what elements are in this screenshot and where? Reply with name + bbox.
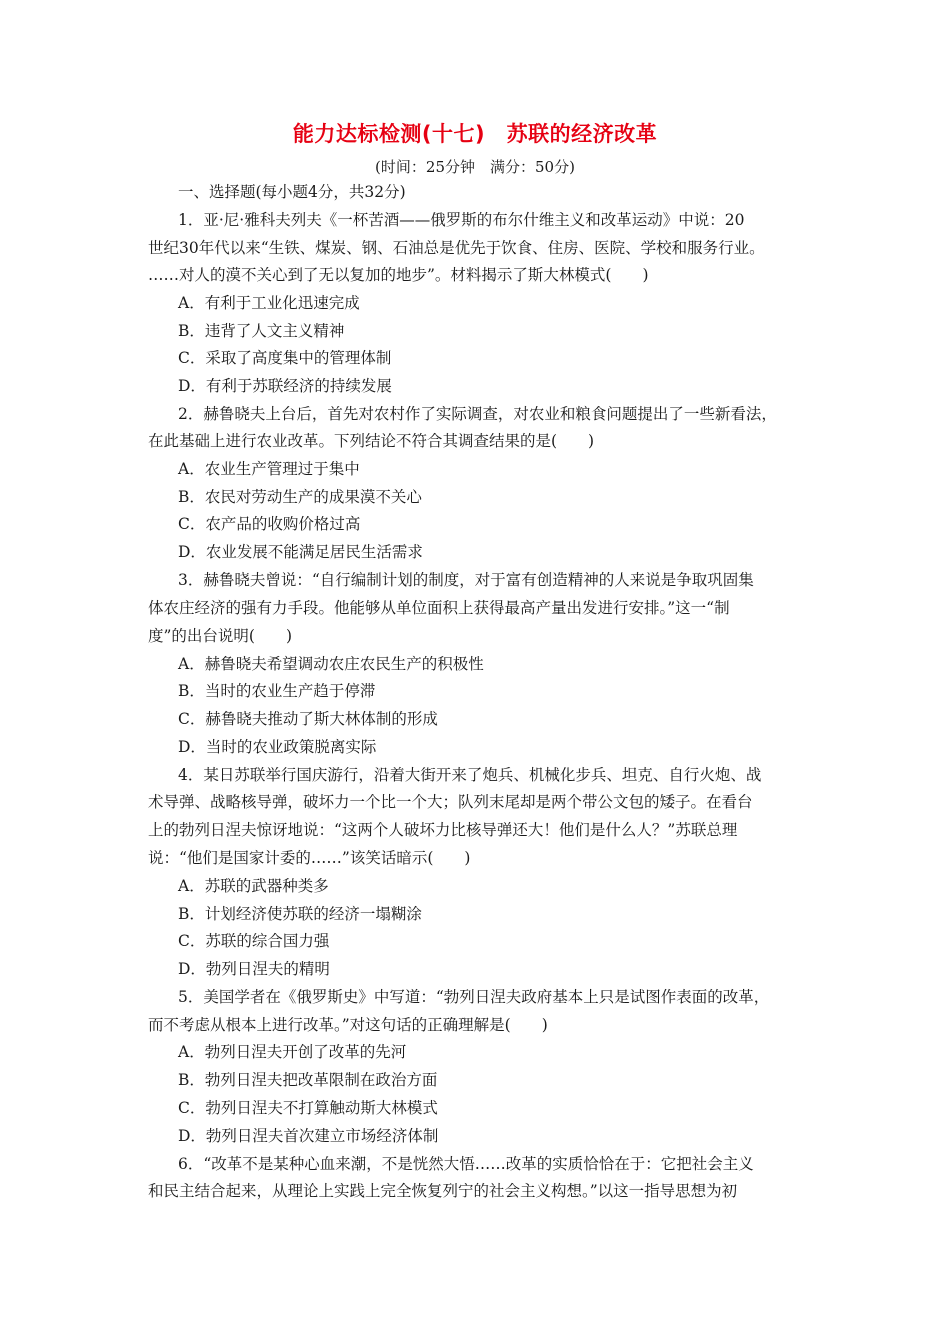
question-6-line-1: 6．“改革不是某种心血来潮，不是恍然大悟……改革的实质恰恰在于：它把社会主义 (178, 1155, 754, 1173)
page-title: 能力达标检测(十七) 苏联的经济改革 (292, 122, 658, 146)
question-3-option-b: B．当时的农业生产趋于停滞 (178, 682, 376, 700)
question-1-line-2: 世纪30年代以来“生铁、煤炭、钢、石油总是优先于饮食、住房、医院、学校和服务行业。 (148, 239, 765, 257)
question-4-line-3: 上的勃列日涅夫惊讶地说：“这两个人破坏力比核导弹还大！他们是什么人？”苏联总理 (148, 821, 738, 839)
question-2-option-a: A．农业生产管理过于集中 (178, 460, 360, 478)
question-1-line-1: 1．亚·尼·雅科夫列夫《一杯苦酒——俄罗斯的布尔什维主义和改革运动》中说：20 (178, 211, 745, 229)
question-1-option-d: D．有利于苏联经济的持续发展 (178, 377, 392, 395)
question-6-line-2: 和民主结合起来，从理论上实践上完全恢复列宁的社会主义构想。”以这一指导思想为初 (148, 1182, 738, 1200)
question-5-option-d: D．勃列日涅夫首次建立市场经济体制 (178, 1127, 439, 1145)
question-3-line-2: 体农庄经济的强有力手段。他能够从单位面积上获得最高产量出发进行安排。”这一“制 (148, 599, 730, 617)
question-3-line-1: 3．赫鲁晓夫曾说：“自行编制计划的制度，对于富有创造精神的人来说是争取巩固集 (178, 571, 754, 589)
question-2-option-c: C．农产品的收购价格过高 (178, 515, 361, 533)
question-1-option-a: A．有利于工业化迅速完成 (178, 294, 360, 312)
question-3-option-c: C．赫鲁晓夫推动了斯大林体制的形成 (178, 710, 438, 728)
question-4-line-4: 说：“他们是国家计委的……”该笑话暗示( ) (148, 849, 471, 867)
question-4-option-c: C．苏联的综合国力强 (178, 932, 330, 950)
question-1-option-b: B．违背了人文主义精神 (178, 322, 345, 340)
question-3-option-a: A．赫鲁晓夫希望调动农庄农民生产的积极性 (178, 655, 484, 673)
question-5-option-c: C．勃列日涅夫不打算触动斯大林模式 (178, 1099, 438, 1117)
question-5-option-b: B．勃列日涅夫把改革限制在政治方面 (178, 1071, 438, 1089)
question-2-option-d: D．农业发展不能满足居民生活需求 (178, 543, 423, 561)
question-2-line-1: 2．赫鲁晓夫上台后，首先对农村作了实际调查，对农业和粮食问题提出了一些新看法， (178, 405, 777, 423)
question-4-option-a: A．苏联的武器种类多 (178, 877, 329, 895)
question-3-line-3: 度”的出台说明( ) (148, 627, 293, 645)
section-heading: 一、选择题(每小题4分，共32分) (178, 183, 406, 201)
question-1-option-c: C．采取了高度集中的管理体制 (178, 349, 392, 367)
question-4-line-1: 4．某日苏联举行国庆游行，沿着大街开来了炮兵、机械化步兵、坦克、自行火炮、战 (178, 766, 762, 784)
question-5-option-a: A．勃列日涅夫开创了改革的先河 (178, 1043, 407, 1061)
question-5-line-2: 而不考虑从根本上进行改革。”对这句话的正确理解是( ) (148, 1016, 548, 1034)
question-4-line-2: 术导弹、战略核导弹，破坏力一个比一个大；队列末尾却是两个带公文包的矮子。在看台 (148, 793, 753, 811)
question-4-option-d: D．勃列日涅夫的精明 (178, 960, 330, 978)
question-1-line-3: ……对人的漠不关心到了无以复加的地步”。材料揭示了斯大林模式( ) (148, 266, 649, 284)
question-4-option-b: B．计划经济使苏联的经济一塌糊涂 (178, 905, 422, 923)
question-5-line-1: 5．美国学者在《俄罗斯史》中写道：“勃列日涅夫政府基本上只是试图作表面的改革， (178, 988, 770, 1006)
question-2-option-b: B．农民对劳动生产的成果漠不关心 (178, 488, 422, 506)
question-3-option-d: D．当时的农业政策脱离实际 (178, 738, 377, 756)
question-2-line-2: 在此基础上进行农业改革。下列结论不符合其调查结果的是( ) (148, 432, 595, 450)
exam-time-info: (时间：25分钟 满分：50分) (375, 158, 575, 176)
